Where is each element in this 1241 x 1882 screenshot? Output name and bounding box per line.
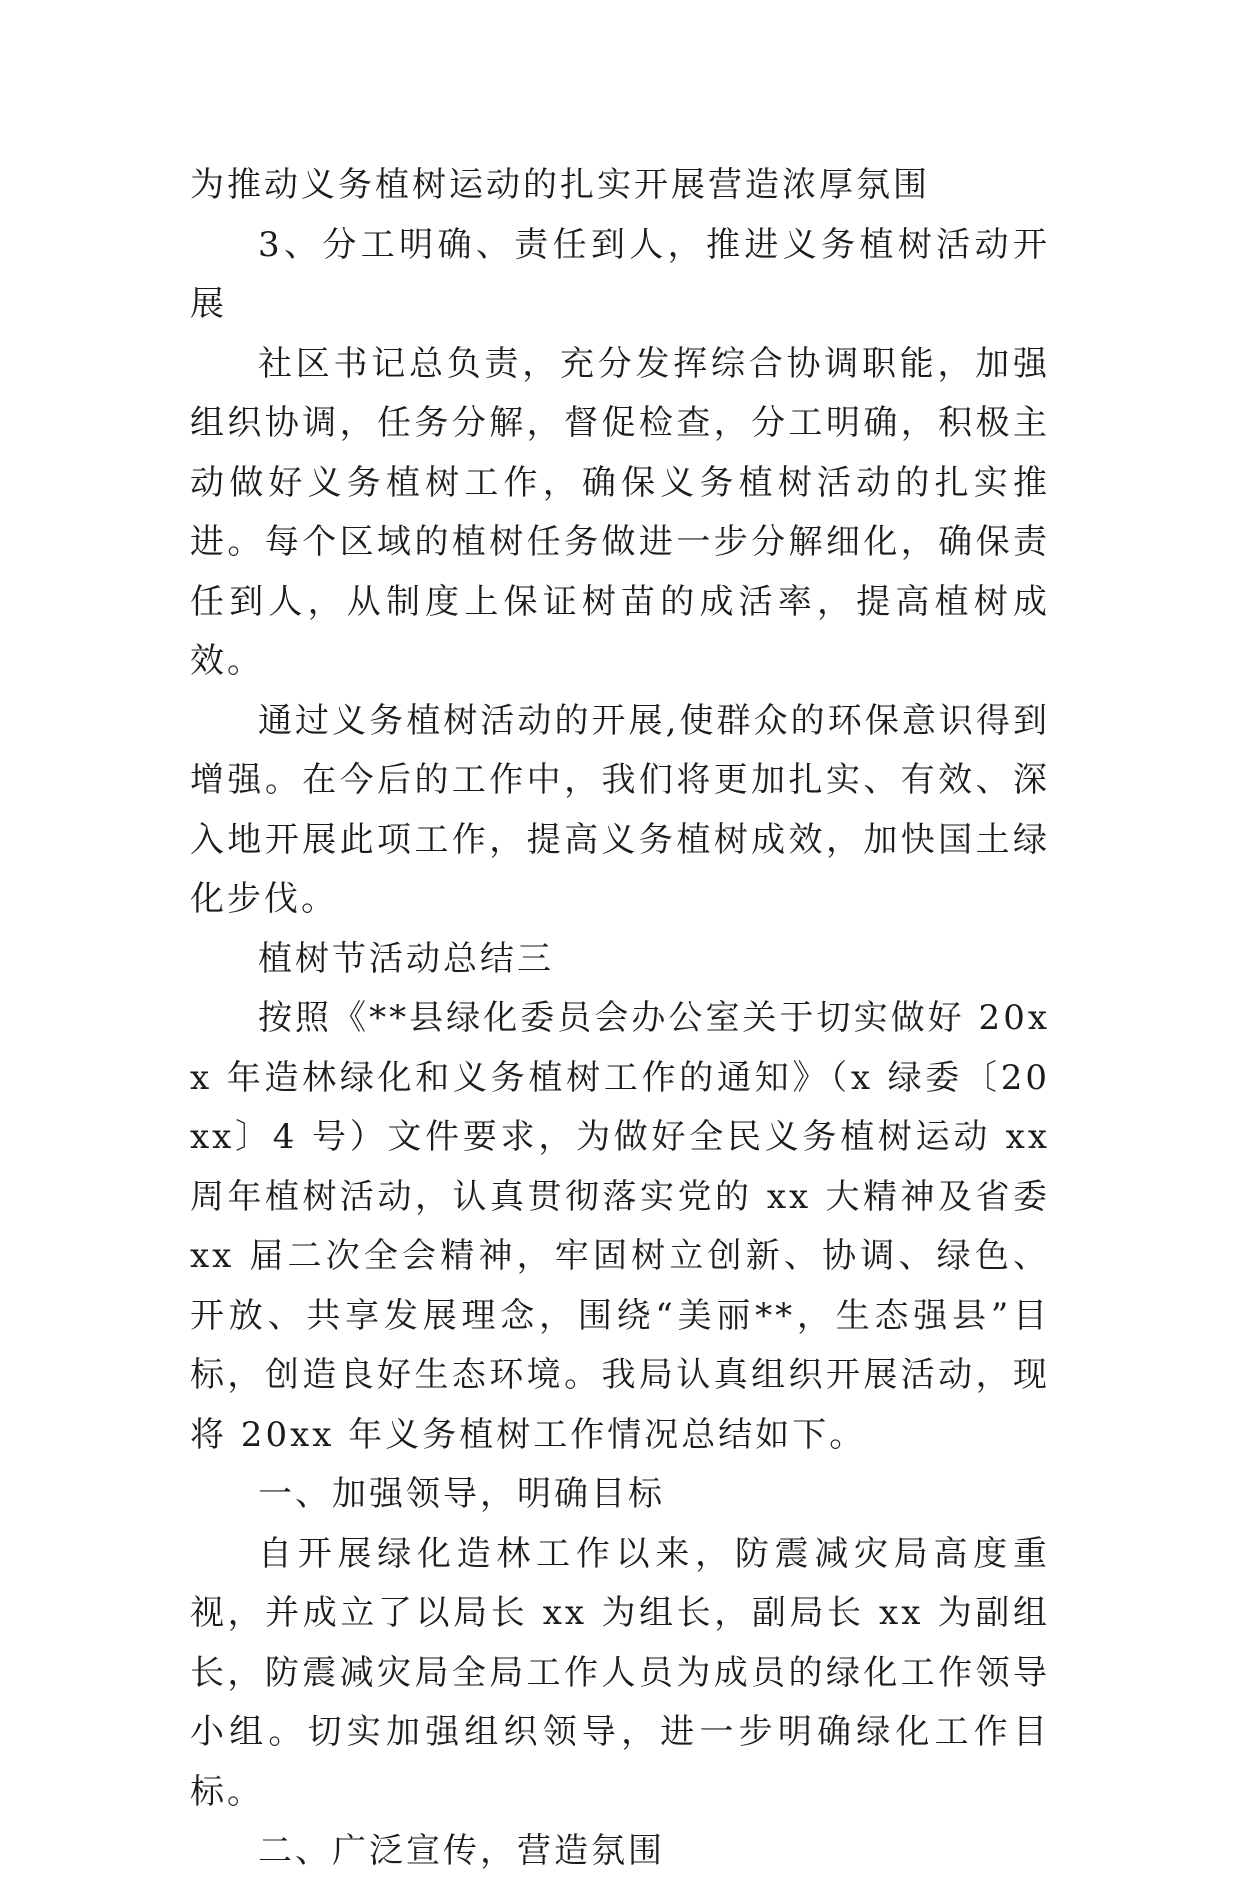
- document-body: [190, 156, 1050, 1882]
- paragraph-continuation: 为推动义务植树运动的扎实开展营造浓厚氛围: [190, 165, 930, 205]
- section-heading-3: 3、分工明确、责任到人，推进义务植树活动开展: [190, 224, 1050, 324]
- document-title-summary-three: 植树节活动总结三: [258, 938, 554, 979]
- paragraph-conclusion: 通过义务植树活动的开展,使群众的环保意识得到增强。在今后的工作中，我们将更加扎实、有效、深入地开展此项工作，提高义务植树成效，加快国土绿化步伐。: [190, 700, 1050, 919]
- section-heading-2: 二、广泛宣传，营造氛围: [258, 1831, 665, 1871]
- paragraph-intro: 按照《**县绿化委员会办公室关于切实做好 20xx 年造林绿化和义务植树工作的通知》（x 绿委〔20xx〕4 号）文件要求，为做好全民义务植树运动 xx 周年植树活动，认真贯彻落实党的 xx 大精神及省委 xx 届二次全会精神，牢固树立创新、协调、绿色、开放、共享发展理念，围绕“美丽**，生态强县”目标，创造良好生态环境。我局认真组织开展活动，现将 20xx 年义务植树工作情况总结如下。: [190, 998, 1050, 1455]
- section-heading-1: 一、加强领导，明确目标: [258, 1474, 665, 1514]
- paragraph-leadership: 自开展绿化造林工作以来，防震减灾局高度重视，并成立了以局长 xx 为组长，副局长 xx 为副组长，防震减灾局全局工作人员为成员的绿化工作领导小组。切实加强组织领导，进一步明确绿化工作目标。: [190, 1533, 1050, 1812]
- paragraph-responsibility: 社区书记总负责，充分发挥综合协调职能，加强组织协调，任务分解，督促检查，分工明确，积极主动做好义务植树工作，确保义务植树活动的扎实推进。每个区域的植树任务做进一步分解细化，确保责任到人，从制度上保证树苗的成活率，提高植树成效。: [190, 343, 1050, 681]
